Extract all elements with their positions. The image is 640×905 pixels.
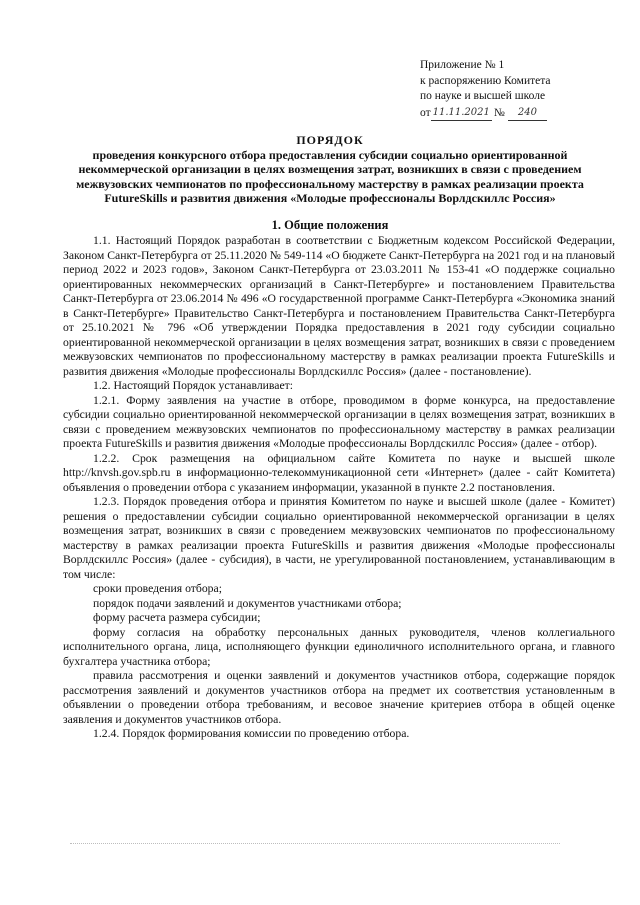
list-item: правила рассмотрения и оценки заявлений и документов участников отбора, содержащие порядок рассмотрения заявлений и документов участников отбора на предмет их соответствия установленным в объявлении о проведении отбора требованиям, и весовое значение критериев отбора в общей оценке заявления и документов участников отбора. bbox=[63, 669, 615, 726]
requirements-list bbox=[63, 582, 615, 727]
annex-reference-line bbox=[420, 105, 610, 122]
list-item: форму согласия на обработку персональных данных руководителя, членов коллегиального исполнительного органа, лица, исполняющего функции единоличного исполнительного органа, и главного бухгалтера участника отбора; bbox=[63, 625, 615, 668]
list-item: форму расчета размера субсидии; bbox=[93, 611, 261, 624]
scan-artifact-line bbox=[70, 843, 560, 844]
handwritten-date: 11.11.2021 bbox=[431, 105, 492, 122]
document-body bbox=[63, 234, 615, 742]
annex-line-3: по науке и высшей школе bbox=[420, 90, 546, 102]
paragraph-1-2-1: 1.2.1. Форму заявления на участие в отборе, проводимом в форме конкурса, на предоставление субсидии социально ориентированной некоммерческой организации в целях возмещения затрат, возникших в связи с проведением межвузовских чемпионатов по профессиональному мастерству в рамках реализации проекта FutureSkills и развития движения «Молодые профессионалы Ворлдскиллс Россия» (далее - отбор). bbox=[63, 393, 615, 450]
title-heading: ПОРЯДОК bbox=[296, 133, 364, 147]
annex-line-1: Приложение № 1 bbox=[420, 59, 505, 71]
title-subtitle: проведения конкурсного отбора предоставления субсидии социально ориентированной некоммерческой организации в целях возмещения затрат, возникших в связи с проведением межвузовских чемпионатов по профессиональному мастерству в рамках реализации проекта FutureSkills и развития движения «Молодые профессионалы Ворлдскиллс Россия» bbox=[76, 147, 584, 205]
section-heading: 1. Общие положения bbox=[271, 218, 389, 232]
annex-line-2: к распоряжению Комитета bbox=[420, 74, 551, 87]
annex-ref-prefix: от bbox=[420, 106, 431, 119]
paragraph-1-2-4: 1.2.4. Порядок формирования комиссии по проведению отбора. bbox=[93, 727, 410, 740]
list-item: порядок подачи заявлений и документов участниками отбора; bbox=[93, 596, 402, 610]
annex-block bbox=[420, 58, 610, 121]
handwritten-order-number: 240 bbox=[508, 105, 547, 122]
list-item: сроки проведения отбора; bbox=[93, 582, 222, 595]
annex-ref-no-label: № bbox=[493, 106, 505, 119]
document-title bbox=[60, 133, 600, 206]
paragraph-1-2-2: 1.2.2. Срок размещения на официальном сайте Комитета по науке и высшей школе http://knvsh.gov.spb.ru в информационно-телекоммуникационной сети «Интернет» (далее - сайт Комитета) объявления о проведении отбора с указанием информации, указанной в пункте 2.2 постановления. bbox=[63, 451, 615, 494]
paragraph-1-2: 1.2. Настоящий Порядок устанавливает: bbox=[93, 379, 293, 392]
paragraph-1-2-3: 1.2.3. Порядок проведения отбора и принятия Комитетом по науке и высшей школе (далее - Комитет) решения о предоставлении субсидии социально ориентированной некоммерческой организации в целях возмещения затрат, возникших в связи с проведением межвузовских чемпионатов по профессиональному мастерству в рамках реализации проекта FutureSkills и развития движения «Молодые профессионалы Ворлдскиллс Россия» (далее - субсидия), в части, не урегулированной постановлением, устанавливающим в том числе: bbox=[63, 495, 615, 581]
paragraph-1-1: 1.1. Настоящий Порядок разработан в соответствии с Бюджетным кодексом Российской Федерации, Законом Санкт-Петербурга от 25.11.2020 № 549-114 «О бюджете Санкт-Петербурга на 2021 год и на плановый период 2022 и 2023 годов», Законом Санкт-Петербурга от 23.03.2011 № 153-41 «О поддержке социально ориентированных некоммерческих организаций в Санкт-Петербурге» и постановлением Правительства Санкт-Петербурга от 23.06.2014 № 496 «О государственной программе Санкт-Петербурга «Экономика знаний в Санкт-Петербурге» Правительство Санкт-Петербурга и постановлением Правительства Санкт-Петербурга от 25.10.2021 № 796 «Об утверждении Порядка предоставления в 2021 году субсидии социально ориентированной некоммерческой организации в целях возмещения затрат, возникших в связи с проведением межвузовских чемпионатов по профессиональному мастерству в рамках реализации проекта FutureSkills и развития движения «Молодые профессионалы Ворлдскиллс Россия» (далее - постановление). bbox=[63, 234, 615, 378]
